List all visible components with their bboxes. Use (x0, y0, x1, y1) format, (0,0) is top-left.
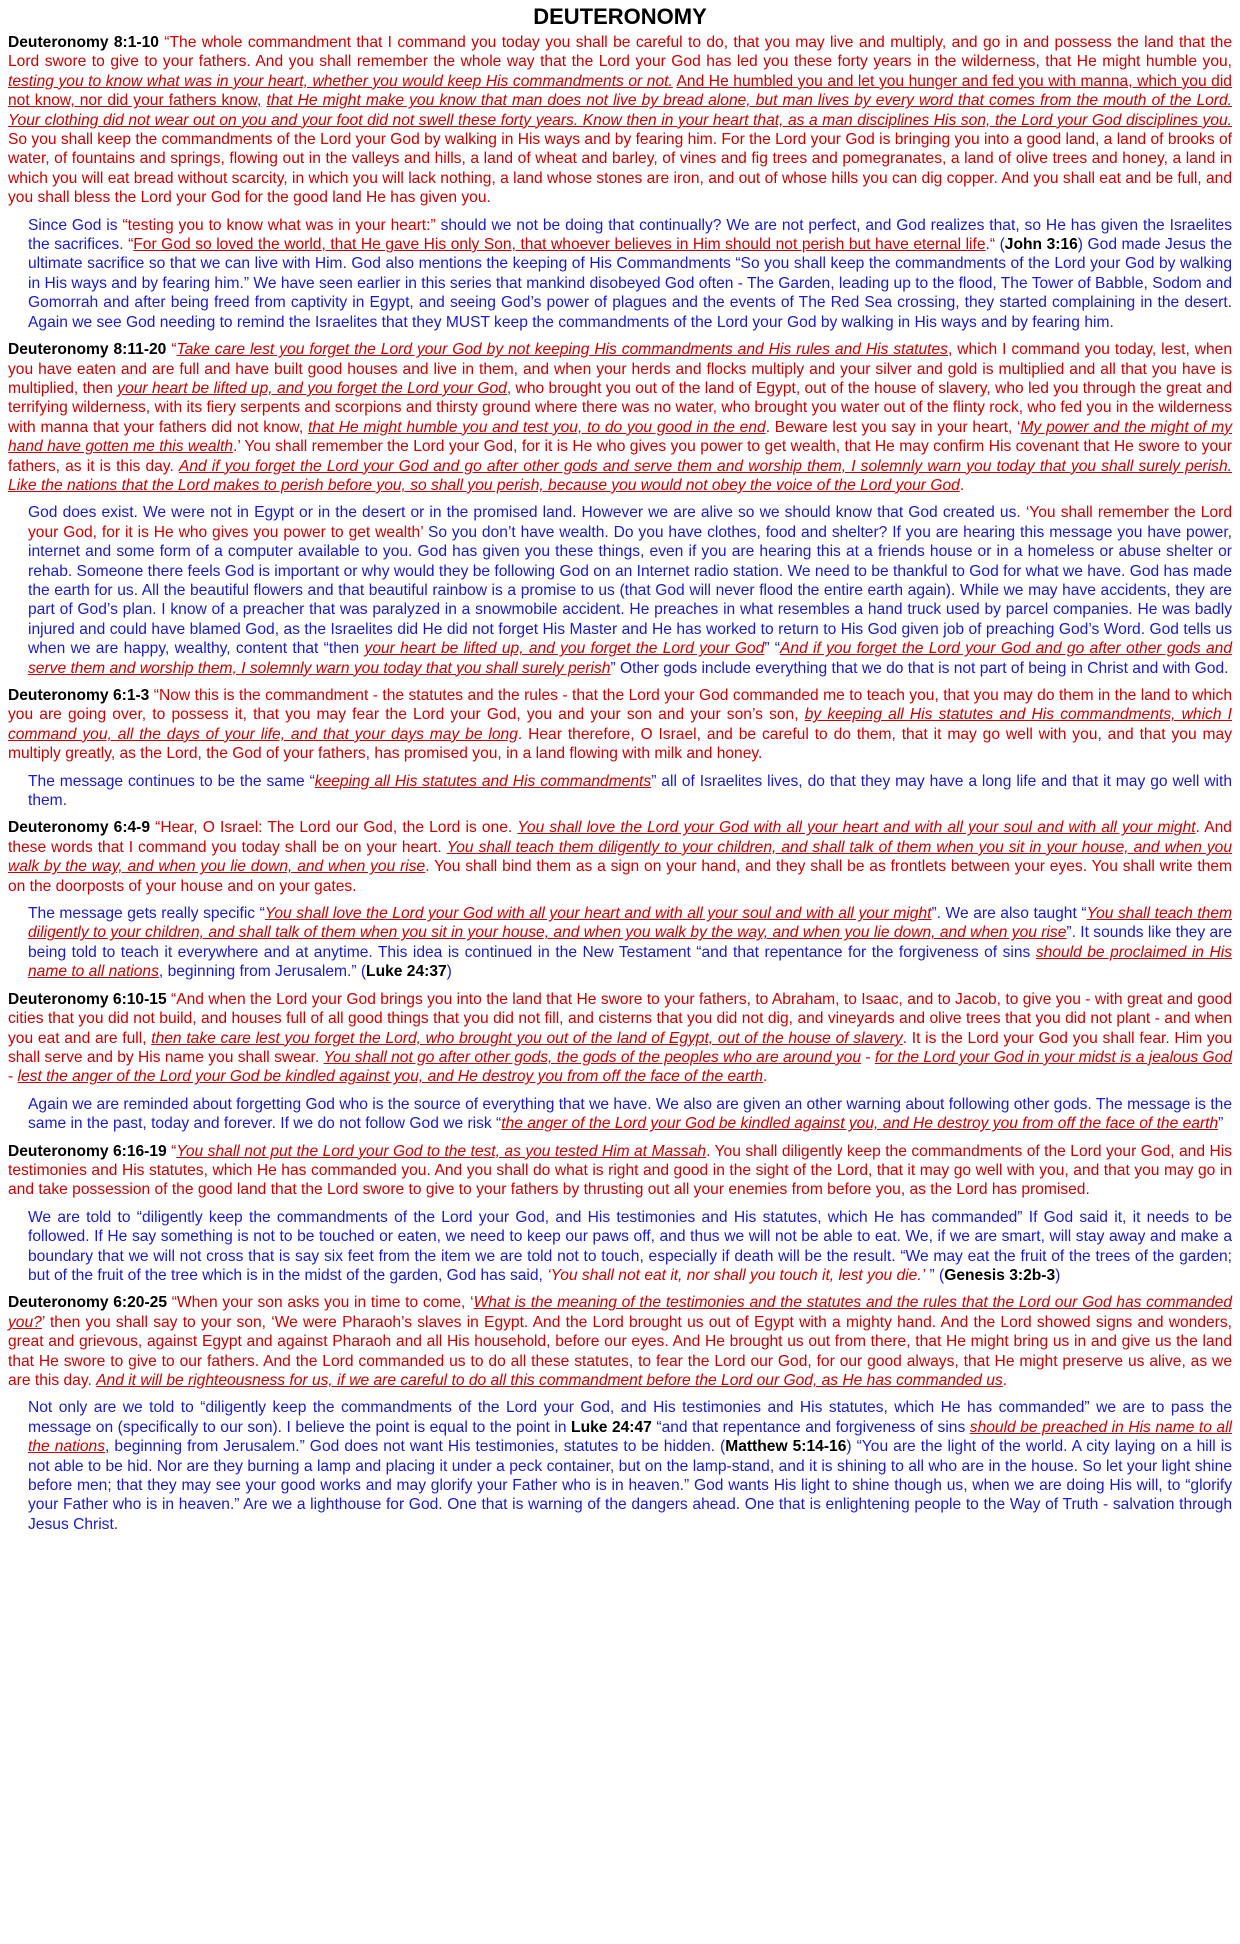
emphasized-text: My power and the might of my hand have gotten me this wealth (8, 418, 1233, 456)
text-segment: . (763, 1068, 768, 1086)
text-segment: ” (1218, 1115, 1224, 1133)
scripture-reference: Deuteronomy 8:1-10 (8, 34, 159, 51)
text-segment: God does exist. We were not in Egypt or in the desert or in the promised land. However we are alive so we should know that God created us. (28, 504, 1026, 522)
text-segment: . Hear therefore, O Israel, and be careful to do them, that it may go well with you, and that you may multiply greatly, as the Lord, the God of your fathers, has promised you, in a land flowing with milk and honey. (8, 725, 1232, 763)
emphasized-text: ‘You shall not eat it, nor shall you touch it, lest you die.’ (547, 1266, 926, 1284)
text-segment: . (959, 476, 965, 494)
text-segment: “And when the Lord your God brings you into the land that He swore to your fathers, to Abraham, to Isaac, and to Jacob, to give you - with great and good cities that you did not build, and houses full of all good things that you did not fill, and cisterns that you did not dig, and vineyards and olive trees that you did not plant - and when you eat and are full, (8, 990, 1233, 1047)
commentary-paragraph (8, 1095, 1232, 1134)
emphasized-text: for the Lord your God in your midst is a jealous God (874, 1048, 1233, 1066)
text-segment: . It is the Lord your God you shall fear. Him you shall serve and by His name you shall swear. (8, 1029, 1232, 1066)
emphasized-text: should be proclaimed in His name to all nations (28, 943, 1232, 981)
quoted-scripture: ‘You shall remember the Lord your God, for it is He who gives you power to get wealth’ (28, 504, 1233, 541)
emphasized-text: You shall love the Lord your God with all your heart and with all your soul and with all your might (264, 905, 932, 923)
scripture-passage (8, 1142, 1232, 1200)
text-segment: ( (995, 236, 1005, 254)
scripture-reference: Genesis 3:2b-3 (944, 1266, 1056, 1284)
text-segment: . (1002, 1372, 1008, 1389)
document-title: DEUTERONOMY (533, 4, 707, 29)
text-segment: ” all of Israelites lives, do that they may have a long life and that it may go well with them. (28, 772, 1232, 810)
emphasized-text: For God so loved the world, that He gave His only Son, that whoever believes in Him should not perish but have eternal life (133, 236, 986, 254)
text-segment: “Hear, O Israel: The Lord our God, the Lord is one. (150, 819, 518, 837)
emphasized-text: You shall not put the Lord your God to the test, as you tested Him at Massah (176, 1142, 707, 1160)
scripture-passage (8, 818, 1232, 896)
text-segment: Since God is (28, 216, 123, 234)
text-segment: So you shall keep the commandments of the Lord your God by walking in His ways and by fearing him. For the Lord your God is bringing you into a good land, a land of brooks of water, of fountains and springs, flowing out in the valleys and hills, a land of wheat and barley, of vines and fig trees and pomegranates, a land of olive trees and honey, a land in which you will eat bread without scarcity, in which you will lack nothing, a land whose stones are iron, and out of whose hills you can dig copper. And you shall eat and be full, and you shall bless the Lord your God for the good land He has given you. (8, 131, 1232, 207)
text-segment: “Now this is the commandment - the statutes and the rules - that the Lord your God commanded me to teach you, that you may do them in the land to which you are going over, to possess it, that you may fear the Lord your God, you and your son and your son’s son, (8, 687, 1232, 724)
quoted-scripture: “testing you to know what was in your heart:” (122, 216, 436, 234)
text-segment: ) (1055, 1266, 1061, 1284)
emphasized-text: that He might make you know that man does not live by bread alone, but man lives by every word that comes from the mouth of the Lord. Your clothing did not wear out on you and your foot did not swell these forty years. Know then in your heart that, as a man disciplines His son, the Lord your God disciplines you. (8, 92, 1232, 129)
text-segment: ’ then you shall say to your son, ‘We were Pharaoh’s slaves in Egypt. And the Lord brought us out of Egypt with a mighty hand. And the Lord showed signs and wonders, great and grievous, against Egypt and against Pharaoh and all His household, before our eyes. And He brought us out from there, that He might bring us in and give us the land that He swore to give to our fathers. And the Lord commanded us to do all these statutes, to fear the Lord our God, for our good always, that He might preserve us alive, as we are this day. (8, 1313, 1232, 1389)
text-segment: , which I command you today, lest, when you have eaten and are full and have built good houses and live in them, and when your herds and flocks multiply and your silver and gold is multiplied and all that you have is multiplied, then (8, 341, 1233, 397)
text-segment: ” Other gods include everything that we do that is not part of being in Christ and with God. (610, 659, 1229, 677)
text-segment: ” “ (764, 640, 780, 658)
emphasized-text: by keeping all His statutes and His commandments, which I command you, all the days of your life, and that your days may be long (8, 706, 1232, 743)
scripture-reference: John 3:16 (1004, 236, 1078, 254)
emphasized-text: And if you forget the Lord your God and go after other gods and serve them and worship them, I solemnly warn you today that you shall surely perish (28, 640, 1233, 677)
text-segment: , beginning from Jerusalem.” ( (158, 963, 367, 981)
quoted-scripture: “ (128, 236, 134, 254)
scripture-reference: Matthew 5:14-16 (725, 1438, 847, 1456)
text-segment: “ (166, 1142, 177, 1160)
emphasized-text: then take care lest you forget the Lord, who brought you out of the land of Egypt, out of the house of slavery (151, 1029, 903, 1047)
emphasized-text: And it will be righteousness for us, if we are careful to do all this commandment before the Lord our God, as He has commanded us (96, 1372, 1003, 1389)
scripture-reference: Deuteronomy 6:10-15 (8, 990, 167, 1008)
text-segment: ”. We are also taught “ (931, 905, 1087, 923)
document-body (8, 33, 1232, 1534)
scripture-reference: Deuteronomy 6:1-3 (8, 687, 150, 704)
text-segment: , who brought you out of the land of Egypt, out of the house of slavery, who led you through the great and terrifying wilderness, with its fiery serpents and scorpions and thirsty ground where there was no water, who brought you water out of the flinty rock, who fed you in the wilderness with manna that your fathers did not know, (8, 379, 1232, 436)
emphasized-text: your heart be lifted up, and you forget the Lord your God (364, 640, 765, 658)
commentary-paragraph (8, 216, 1232, 332)
text-segment: “The whole commandment that I command you today you shall be careful to do, that you may live and multiply, and go in and possess the land that the Lord swore to give to your fathers. And you shall remember the whole way that the Lord your God has led you these forty years in the wilderness, that He might humble you, (8, 34, 1232, 71)
scripture-passage (8, 33, 1232, 208)
text-segment: ”. It sounds like they are being told to teach it everywhere and at anytime. This idea is continued in the New Testament “and that repentance for the forgiveness of sins (28, 924, 1232, 961)
emphasized-text: You shall not go after other gods, the gods of the peoples who are around you (323, 1048, 862, 1066)
scripture-reference: Luke 24:37 (366, 963, 447, 981)
emphasized-text: testing you to know what was in your heart, whether you would keep His commandments or not. (8, 72, 673, 90)
text-segment: . You shall bind them as a sign on your hand, and they shall be as frontlets between your eyes. You shall write them on the doorposts of your house and on your gates. (8, 858, 1232, 895)
commentary-paragraph (8, 1398, 1232, 1534)
emphasized-text: You shall love the Lord your God with all your heart and with all your soul and with all your might (517, 819, 1196, 837)
scripture-reference: Deuteronomy 6:20-25 (8, 1294, 167, 1312)
text-segment: ” ( (925, 1266, 945, 1284)
text-segment: .’ You shall remember the Lord your God, for it is He who gives you power to get wealth, that He may confirm His covenant that He swore to your fathers, as it is this day. (8, 438, 1232, 475)
text-segment: . Beware lest you say in your heart, ‘ (765, 418, 1021, 436)
text-segment: The message continues to be the same “ (28, 772, 315, 790)
emphasized-text: lest the anger of the Lord your God be kindled against you, and He destroy you from off the face of the earth (17, 1068, 764, 1086)
scripture-reference: Luke 24:47 (571, 1418, 652, 1436)
text-segment: “When your son asks you in time to come, ‘ (167, 1294, 474, 1312)
commentary-paragraph (8, 904, 1232, 982)
text-segment: should we not be doing that continually? We are not perfect, and God realizes that, so He has given the Israelites the sacrifices. (28, 216, 1233, 254)
emphasized-text: the anger of the Lord your God be kindled against you, and He destroy you from off the face of the earth (501, 1115, 1219, 1133)
text-segment: ) “You are the light of the world. A city laying on a hill is not able to be hid. Nor are they burning a lamp and placing it under a peck container, but on the lamp-stand, and it is shining to all who are in the house. So let your light shine before men; that they may see your good works and may glorify your Father who is in heaven.” God wants His light to shine though us, when we are doing His will, to “glorify your Father who is in heaven.” Are we a lighthouse for God. One that is warning of the dangers ahead. One that is enlightening people to the Way of Truth - salvation through Jesus Christ. (28, 1438, 1232, 1533)
emphasized-text: that He might humble you and test you, to do you good in the end (307, 418, 766, 436)
text-segment: So you don’t have wealth. Do you have clothes, food and shelter? If you are hearing this message you have power, internet and some form of a computer available to you. God has given you these things, even if you are hearing this at a friends house or in a homeless or abuse shelter or rehab. Someone there feels God is important or why would they be following God on an Internet radio station. We need to be thankful to God for what we have. God has made the earth for us. All the beautiful flowers and that beautiful rainbow is a promise to us (that God will never flood the entire earth again). While we may have accidents, they are part of God’s plan. I know of a preacher that was paralyzed in a snowmobile accident. He preaches in what resembles a hand truck used by parcel companies. He was badly injured and could have blamed God, as the Israelites did He did not forget His Master and He has worked to return to His God given job of preaching God’s Word. God tells us when we are happy, wealthy, content that “then (28, 523, 1232, 658)
commentary-paragraph (8, 1208, 1232, 1286)
text-segment: . And these words that I command you today shall be on your heart. (8, 819, 1232, 856)
scripture-passage (8, 1293, 1232, 1390)
emphasized-text: And if you forget the Lord your God and go after other gods and serve them and worship them, I solemnly warn you today that you shall surely perish. Like the nations that the Lord makes to perish before you, so shall you perish, because you would not obey the voice of the Lord your God (8, 457, 1232, 494)
text-segment: ) God made Jesus the ultimate sacrifice so that we can live with Him. God also mentions the keeping of His Commandments “So you shall keep the commandments of the Lord your God by walking in His ways and by fearing him.” We have seen earlier in this series that mankind disobeyed God often - The Garden, leading up to the flood, The Tower of Babble, Sodom and Gomorrah and after being freed from captivity in Egypt, and seeing God’s power of plagues and the events of The Red Sea crossing, they started complaining in the desert. Again we see God needing to remind the Israelites that they MUST keep the commandments of the Lord your God by walking in His ways and by fearing him. (28, 236, 1233, 331)
emphasized-text: You shall teach them diligently to your children, and shall talk of them when you sit in your house, and when you walk by the way, and when you lie down, and when you rise (28, 905, 1232, 942)
text-segment: Not only are we told to “diligently keep the commandments of the Lord your God, and His testimonies and His statutes, which He has commanded” we are to pass the message on (specifically to our son). I believe the point is equal to the point in (28, 1399, 1232, 1436)
text-segment: We are told to “diligently keep the commandments of the Lord your God, and His testimonies and His statutes, which He has commanded” If God said it, it needs to be followed. If He say something is not to be touched or eaten, we need to keep our paws off, and thus we will not be able to eat. We, if we are smart, will stay away and make a boundary that we will not cross that is say six feet from the item we are told not to touch, especially if death will be the result. “We may eat the fruit of the trees of the garden; but of the fruit of the tree which is in the midst of the garden, God has said, (28, 1208, 1232, 1284)
emphasized-text: And He humbled you and let you hunger and fed you with manna, which you did not know, nor did your fathers know, (8, 72, 1232, 110)
scripture-reference: Deuteronomy 8:11-20 (8, 341, 167, 359)
text-segment: . You shall diligently keep the commandments of the Lord your God, and His testimonies and His statutes, which He has commanded you. And you shall do what is right and good in the sight of the Lord, that it may go well with you, and that you may go in and take possession of the good land that the Lord swore to give to your fathers by thrusting out all your enemies from before you, as the Lord has promised. (8, 1142, 1232, 1199)
text-segment: The message gets really specific “ (28, 905, 265, 923)
text-segment: ) (446, 963, 452, 981)
commentary-paragraph (8, 503, 1232, 678)
scripture-passage (8, 686, 1232, 764)
scripture-reference: Deuteronomy 6:16-19 (8, 1142, 167, 1160)
scripture-passage (8, 340, 1232, 495)
emphasized-text: should be preached in His name to all the nations (28, 1418, 1233, 1456)
text-segment: “ (166, 341, 177, 359)
scripture-passage (8, 990, 1232, 1087)
quoted-scripture: .“ (985, 236, 996, 254)
emphasized-text: What is the meaning of the testimonies and the statutes and the rules that the Lord our God has commanded you? (8, 1294, 1232, 1331)
commentary-paragraph (8, 772, 1232, 811)
emphasized-text: Take care lest you forget the Lord your God by not keeping His commandments and His rules and His statutes (176, 341, 948, 359)
emphasized-text: your heart be lifted up, and you forget the Lord your God (117, 379, 507, 397)
text-segment: Again we are reminded about forgetting God who is the source of everything that we have. We also are given an other warning about following other gods. The message is the same in the past, today and forever. If we do not follow God we risk “ (28, 1095, 1232, 1133)
text-segment: , beginning from Jerusalem.” God does not want His testimonies, statutes to be hidden. ( (105, 1438, 726, 1456)
emphasized-text: You shall teach them diligently to your children, and shall talk of them when you sit in your house, and when you walk by the way, and when you lie down, and when you rise (8, 838, 1232, 876)
text-segment: “and that repentance and forgiveness of sins (651, 1418, 970, 1436)
scripture-reference: Deuteronomy 6:4-9 (8, 819, 151, 837)
text-segment: - (861, 1048, 875, 1066)
text-segment: - (8, 1068, 18, 1086)
emphasized-text: keeping all His statutes and His commandments (314, 772, 652, 790)
